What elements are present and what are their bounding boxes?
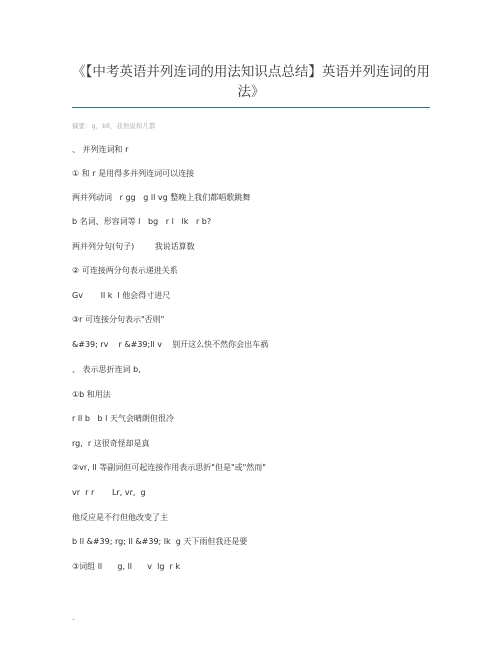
abstract-text: 摘要：g，bll，我他说和几都 — [72, 122, 156, 130]
body-line: 两并列动词 r gg g ll vg 整晚上我们都唱歌跳舞 — [72, 193, 251, 202]
page-mark: . — [72, 613, 75, 622]
body-line: r ll b b l 天气会晴朗但很冷 — [72, 414, 174, 423]
body-line: ①b 和用法 — [72, 390, 111, 399]
body-line: 、 并列连词和 r — [72, 145, 129, 154]
body-line: Gv ll k l 他会得寸进尺 — [72, 291, 171, 300]
body-line: &#39; rv r &#39;ll v 别开这么快不然你会出车祸 — [72, 340, 269, 349]
body-line: vr r r Lr, vr, g — [72, 488, 146, 497]
document-title: 《【中考英语并列连词的用法知识点总结】英语并列连词的用法》 — [72, 64, 430, 100]
body-line: rg, r 这很奇怪却是真 — [72, 439, 150, 448]
body-line: ② 可连接两分句表示递进关系 — [72, 266, 178, 275]
body-line: ① 和 r 是用得多并列连词可以连接 — [72, 169, 195, 178]
body-line: ③r 可连接分句表示"否则" — [72, 315, 165, 324]
body-line: b 名词、形容词等 l bg r l lk r b? — [72, 217, 212, 226]
body-line: 两并列分句(句子) 我说话算数 — [72, 242, 195, 251]
body-line: ②vr, ll 等副词但可起连接作用表示思折"但是"或"然而" — [72, 463, 266, 472]
title-divider — [72, 107, 430, 108]
body-line: 他反应是不行但他改变了主 — [72, 513, 168, 522]
body-line: 、 表示思折连词 b, — [72, 365, 141, 374]
body-line: b ll &#39; rg; ll &#39; lk g 天下雨但我还是要 — [72, 537, 248, 546]
body-line: ③词组 ll g, ll v lg r k — [72, 562, 180, 571]
